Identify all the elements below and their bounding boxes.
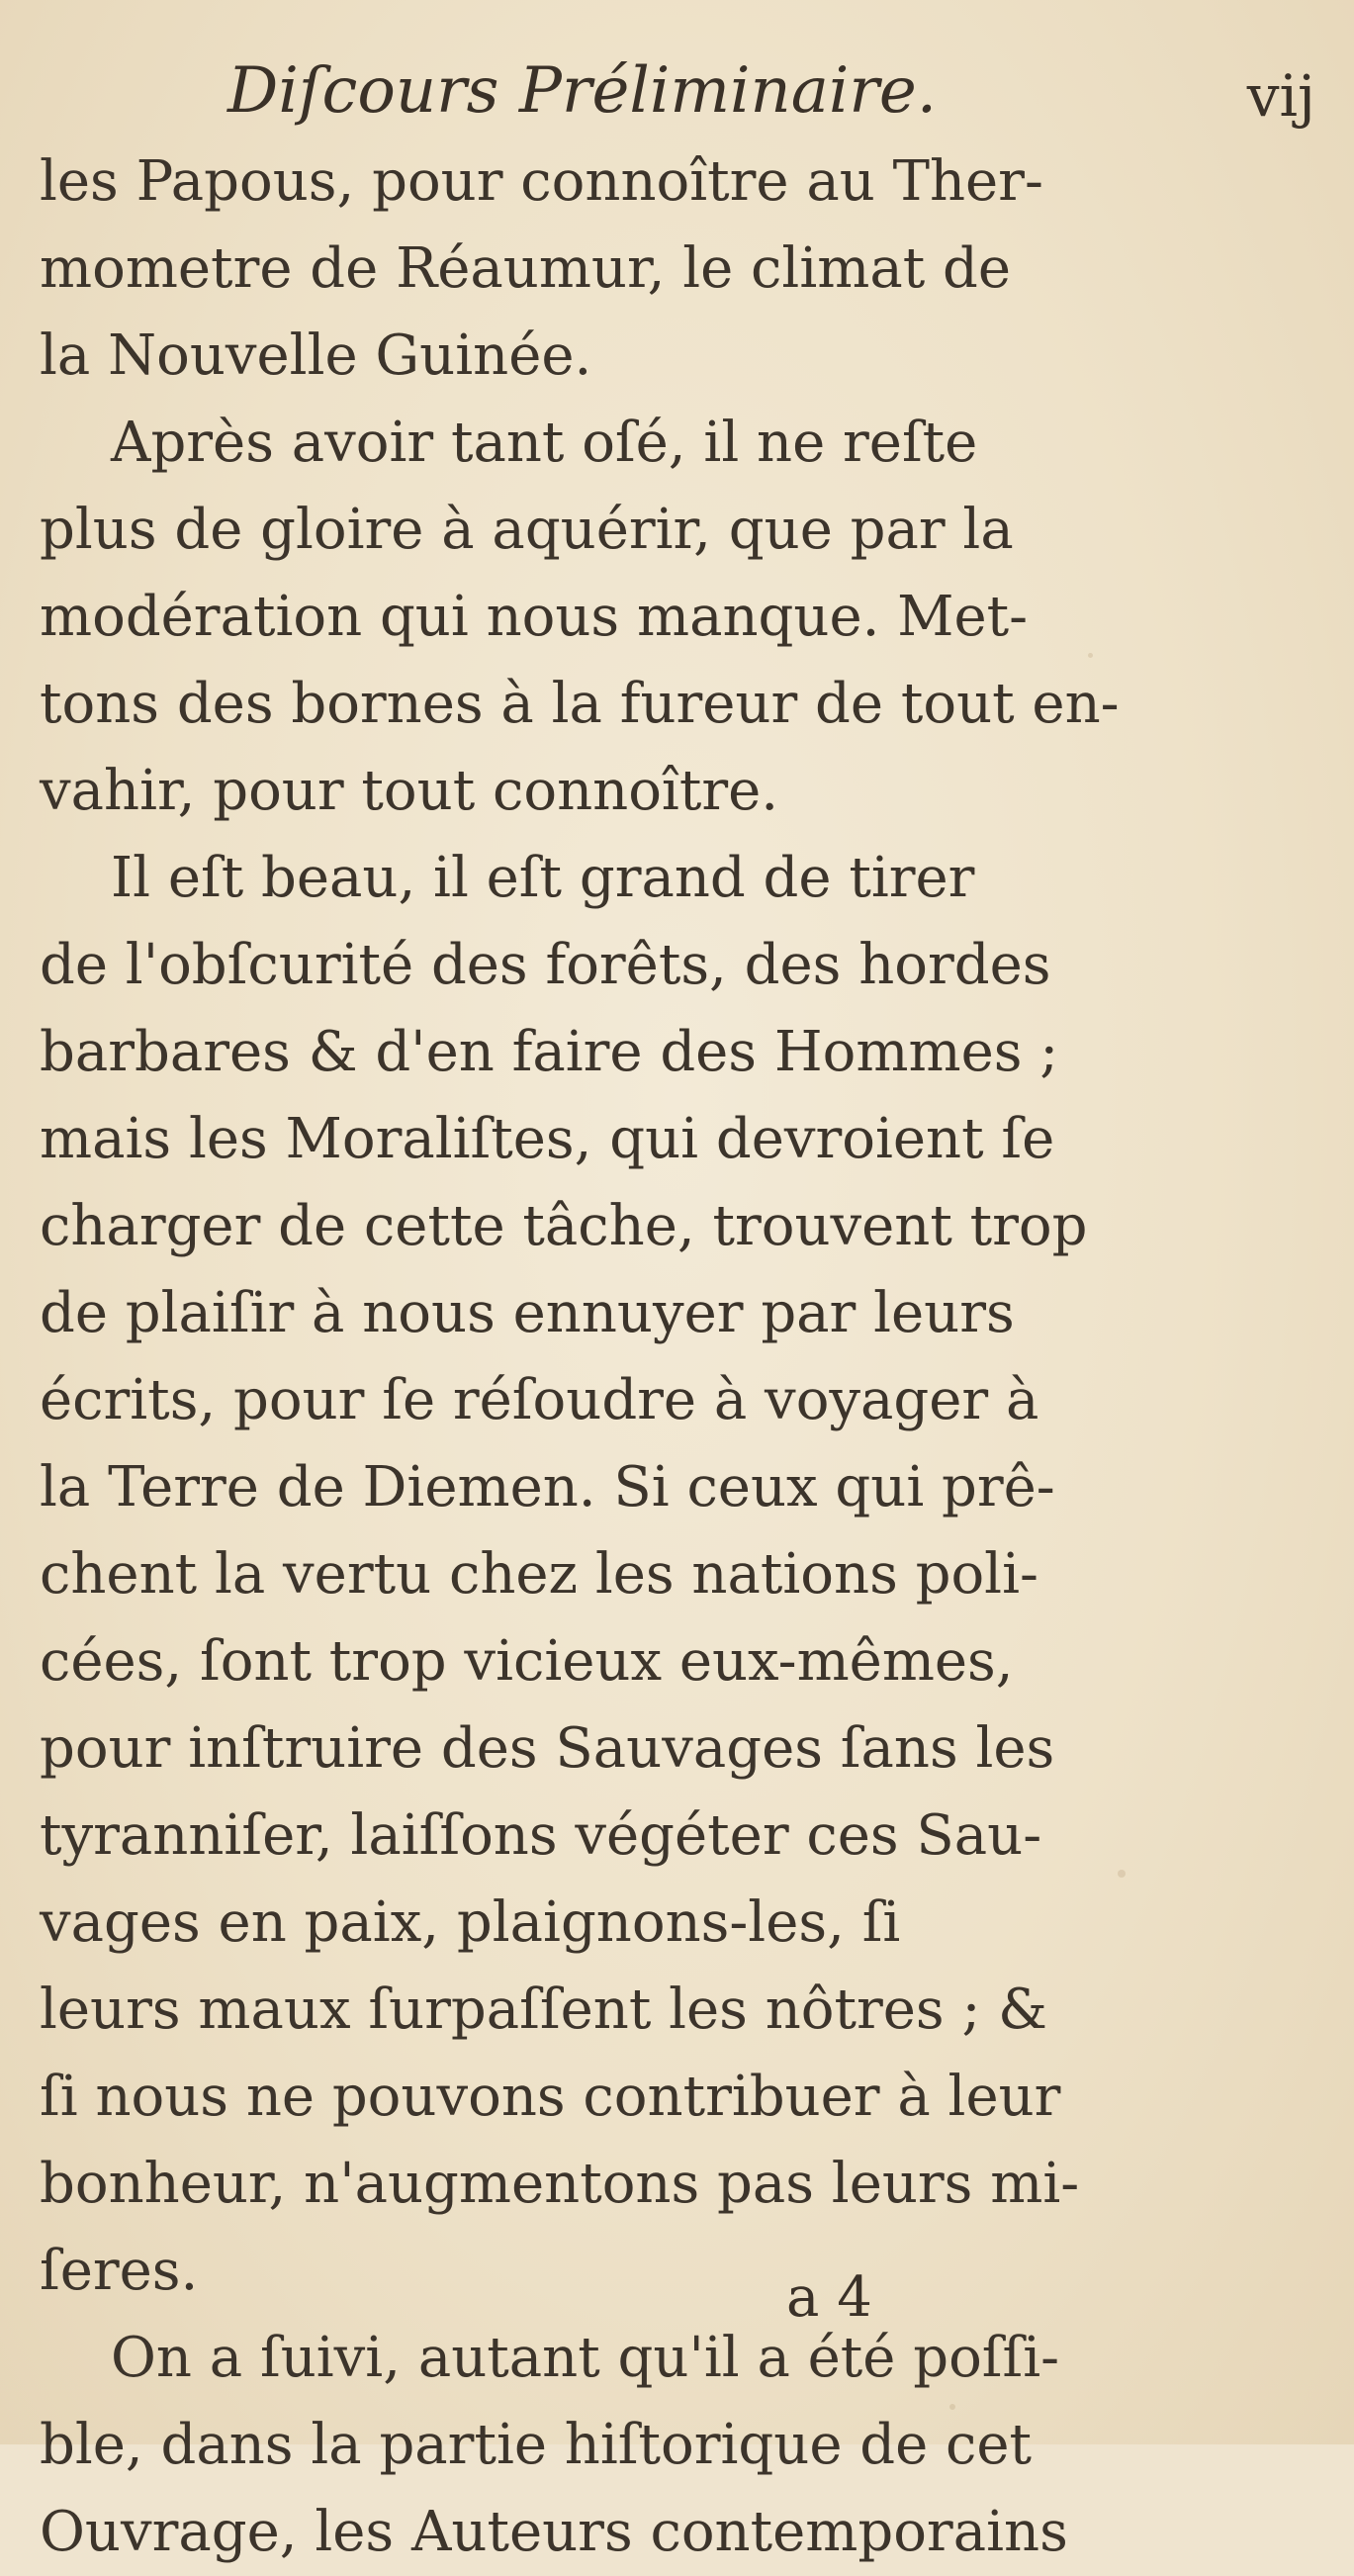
- text-line: la Terre de Diemen. Si ceux qui prê-: [40, 1455, 1055, 1519]
- body-text: [40, 138, 1128, 2576]
- text-line: écrits, pour ſe réſoudre à voyager à: [40, 1368, 1039, 1432]
- text-line: charger de cette tâche, trouvent trop: [40, 1194, 1088, 1258]
- text-line: mais les Moraliſtes, qui devroient ſe: [40, 1107, 1055, 1171]
- text-line: modération qui nous manque. Met-: [40, 585, 1029, 649]
- text-line: vages en paix, plaignons-les, ſi: [40, 1890, 901, 1955]
- text-line: Ouvrage, les Auteurs contemporains: [40, 2500, 1068, 2564]
- text-line: de l'obſcurité des forêts, des hordes: [40, 933, 1051, 997]
- text-line: mometre de Réaumur, le climat de: [40, 236, 1012, 301]
- text-line: leurs maux ſurpaſſent les nôtres ; &: [40, 1978, 1047, 2042]
- text-line: les Papous, pour connoître au Ther-: [40, 149, 1043, 214]
- signature-mark: a 4: [786, 2265, 872, 2330]
- text-line: de plaiſir à nous ennuyer par leurs: [40, 1281, 1015, 1345]
- text-line: bonheur, n'augmentons pas leurs mi-: [40, 2152, 1080, 2216]
- text-line: tons des bornes à la fureur de tout en-: [40, 672, 1120, 736]
- text-line: pour inſtruire des Sauvages ſans les: [40, 1716, 1055, 1781]
- text-line: cées, ſont trop vicieux eux-mêmes,: [40, 1629, 1014, 1694]
- text-line: barbares & d'en faire des Hommes ;: [40, 1020, 1059, 1084]
- paragraph-start-line: Il eſt beau, il eſt grand de tirer: [111, 846, 975, 910]
- paragraph-start-line: Après avoir tant oſé, il ne reſte: [111, 411, 978, 475]
- text-line: ſeres.: [40, 2239, 199, 2303]
- text-line: tyranniſer, laiſſons végéter ces Sau-: [40, 1803, 1042, 1868]
- text-line: chent la vertu chez les nations poli-: [40, 1542, 1038, 1607]
- text-line: vahir, pour tout connoître.: [40, 759, 779, 823]
- text-line: plus de gloire à aquérir, que par la: [40, 498, 1014, 562]
- text-line: la Nouvelle Guinée.: [40, 323, 592, 388]
- running-title: Diſcours Préliminaire.: [227, 54, 938, 128]
- paragraph-start-line: On a ſuivi, autant qu'il a été poſſi-: [111, 2326, 1060, 2390]
- text-line: ſi nous ne pouvons contribuer à leur: [40, 2065, 1061, 2129]
- page-number: vij: [1246, 62, 1315, 130]
- text-line: ble, dans la partie hiſtorique de cet: [40, 2413, 1033, 2477]
